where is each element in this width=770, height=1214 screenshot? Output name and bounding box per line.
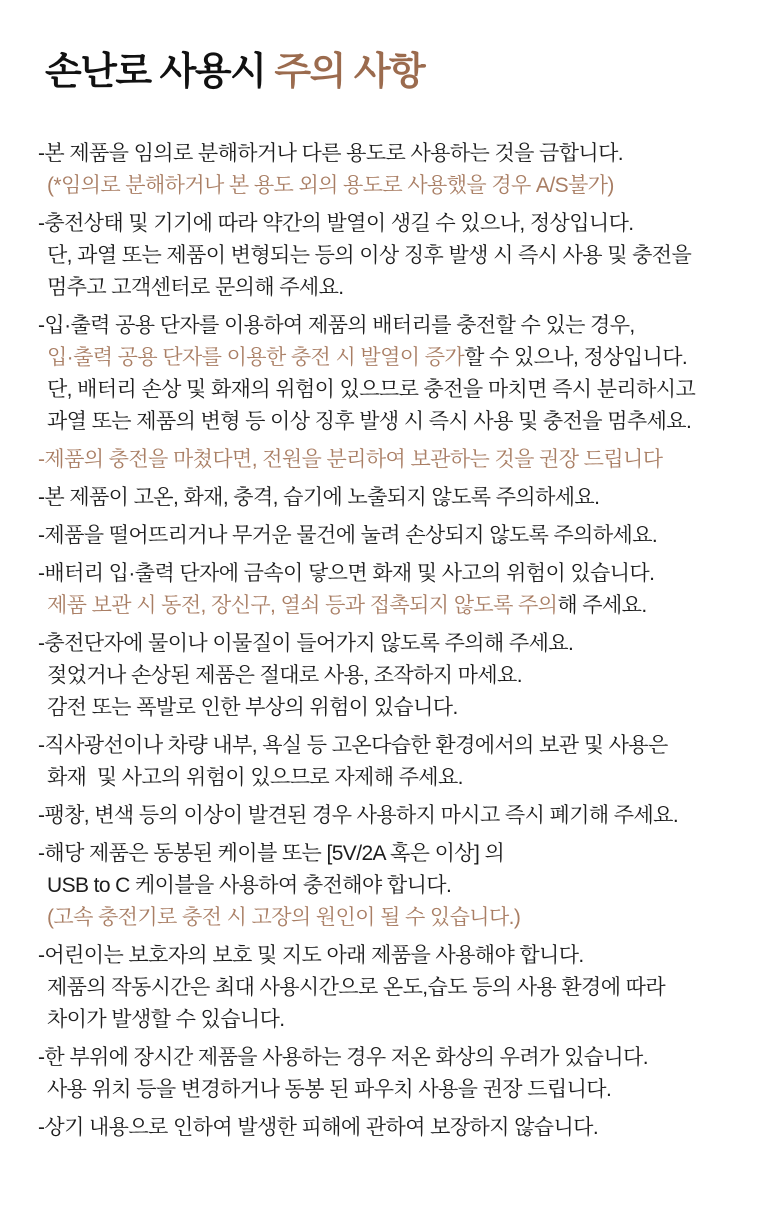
text-segment: -어린이는 보호자의 보호 및 지도 아래 제품을 사용해야 합니다. [38, 944, 584, 967]
text-segment: 사용 위치 등을 변경하거나 동봉 된 파우치 사용을 권장 드립니다. [47, 1078, 612, 1101]
text-line [38, 692, 744, 724]
precautions-list [38, 138, 744, 1144]
text-segment: 과열 또는 제품의 변형 등 이상 징후 발생 시 즉시 사용 및 충전을 멈추세요. [47, 410, 692, 433]
text-segment: USB to C 케이블을 사용하여 충전해야 합니다. [47, 874, 452, 897]
text-segment: 멈추고 고객센터로 문의해 주세요. [47, 276, 344, 299]
text-segment: -상기 내용으로 인하여 발생한 피해에 관하여 보장하지 않습니다. [38, 1116, 599, 1139]
text-segment: 젖었거나 손상된 제품은 절대로 사용, 조작하지 마세요. [47, 664, 522, 687]
text-line [38, 558, 744, 590]
text-line [38, 272, 744, 304]
precaution-item [38, 940, 744, 1036]
text-segment: -입·출력 공용 단자를 이용하여 제품의 배터리를 충전할 수 있는 경우, [38, 314, 635, 337]
text-line [38, 590, 744, 622]
text-segment: -해당 제품은 동봉된 케이블 또는 [5V/2A 혹은 이상] 의 [38, 842, 505, 865]
text-segment: (고속 충전기로 충전 시 고장의 원인이 될 수 있습니다.) [47, 906, 521, 929]
text-line [38, 406, 744, 438]
text-segment: 단, 배터리 손상 및 화재의 위험이 있으므로 충전을 마치면 즉시 분리하시고 [47, 378, 696, 401]
title-accent: 주의 사항 [274, 51, 425, 93]
text-line [38, 902, 744, 934]
text-line [38, 1074, 744, 1106]
text-line [38, 1004, 744, 1036]
text-segment: -한 부위에 장시간 제품을 사용하는 경우 저온 화상의 우려가 있습니다. [38, 1046, 648, 1069]
text-line [38, 800, 744, 832]
text-segment: 해 주세요. [557, 594, 647, 617]
text-segment: 차이가 발생할 수 있습니다. [47, 1008, 285, 1031]
text-line [38, 208, 744, 240]
text-line [38, 1042, 744, 1074]
text-line [38, 444, 744, 476]
text-segment: -본 제품을 임의로 분해하거나 다른 용도로 사용하는 것을 금합니다. [38, 142, 624, 165]
precaution-item [38, 1042, 744, 1106]
text-segment: -배터리 입·출력 단자에 금속이 닿으면 화재 및 사고의 위험이 있습니다. [38, 562, 655, 585]
text-line [38, 660, 744, 692]
precaution-item [38, 1112, 744, 1144]
text-line [38, 138, 744, 170]
text-segment: -직사광선이나 차량 내부, 욕실 등 고온다습한 환경에서의 보관 및 사용은 [38, 734, 668, 757]
text-line [38, 870, 744, 902]
precaution-item [38, 444, 744, 476]
text-line [38, 310, 744, 342]
precaution-item [38, 628, 744, 724]
precaution-item [38, 520, 744, 552]
text-line [38, 240, 744, 272]
page-title [45, 50, 744, 94]
text-line [38, 972, 744, 1004]
text-line [38, 1112, 744, 1144]
text-line [38, 628, 744, 660]
text-line [38, 838, 744, 870]
text-line [38, 730, 744, 762]
text-segment: 입·출력 공용 단자를 이용한 충전 시 발열이 증가 [47, 346, 465, 369]
text-segment: -충전상태 및 기기에 따라 약간의 발열이 생길 수 있으나, 정상입니다. [38, 212, 634, 235]
text-segment: 화재 및 사고의 위험이 있으므로 자제해 주세요. [47, 766, 463, 789]
text-segment: 제품의 작동시간은 최대 사용시간으로 온도,습도 등의 사용 환경에 따라 [47, 976, 666, 999]
precaution-item [38, 558, 744, 622]
text-segment: -본 제품이 고온, 화재, 충격, 습기에 노출되지 않도록 주의하세요. [38, 486, 600, 509]
text-line [38, 940, 744, 972]
precaution-item [38, 482, 744, 514]
text-line [38, 520, 744, 552]
text-segment: -충전단자에 물이나 이물질이 들어가지 않도록 주의해 주세요. [38, 632, 574, 655]
precaution-item [38, 800, 744, 832]
text-segment: -제품의 충전을 마쳤다면, 전원을 분리하여 보관하는 것을 권장 드립니다 [38, 448, 663, 471]
precaution-item [38, 208, 744, 304]
precaution-item [38, 838, 744, 934]
text-line [38, 762, 744, 794]
text-line [38, 170, 744, 202]
title-main: 손난로 사용시 [45, 51, 275, 93]
precaution-item [38, 310, 744, 438]
text-line [38, 342, 744, 374]
text-line [38, 482, 744, 514]
precaution-item [38, 138, 744, 202]
text-segment: 감전 또는 폭발로 인한 부상의 위험이 있습니다. [47, 696, 458, 719]
precaution-item [38, 730, 744, 794]
text-segment: -제품을 떨어뜨리거나 무거운 물건에 눌려 손상되지 않도록 주의하세요. [38, 524, 658, 547]
text-segment: 단, 과열 또는 제품이 변형되는 등의 이상 징후 발생 시 즉시 사용 및 충전을 [47, 244, 692, 267]
text-segment: 제품 보관 시 동전, 장신구, 열쇠 등과 접촉되지 않도록 주의 [47, 594, 558, 617]
text-segment: 할 수 있으나, 정상입니다. [464, 346, 688, 369]
text-segment: (*임의로 분해하거나 본 용도 외의 용도로 사용했을 경우 A/S불가) [47, 174, 614, 197]
text-segment: -팽창, 변색 등의 이상이 발견된 경우 사용하지 마시고 즉시 폐기해 주세요. [38, 804, 679, 827]
text-line [38, 374, 744, 406]
